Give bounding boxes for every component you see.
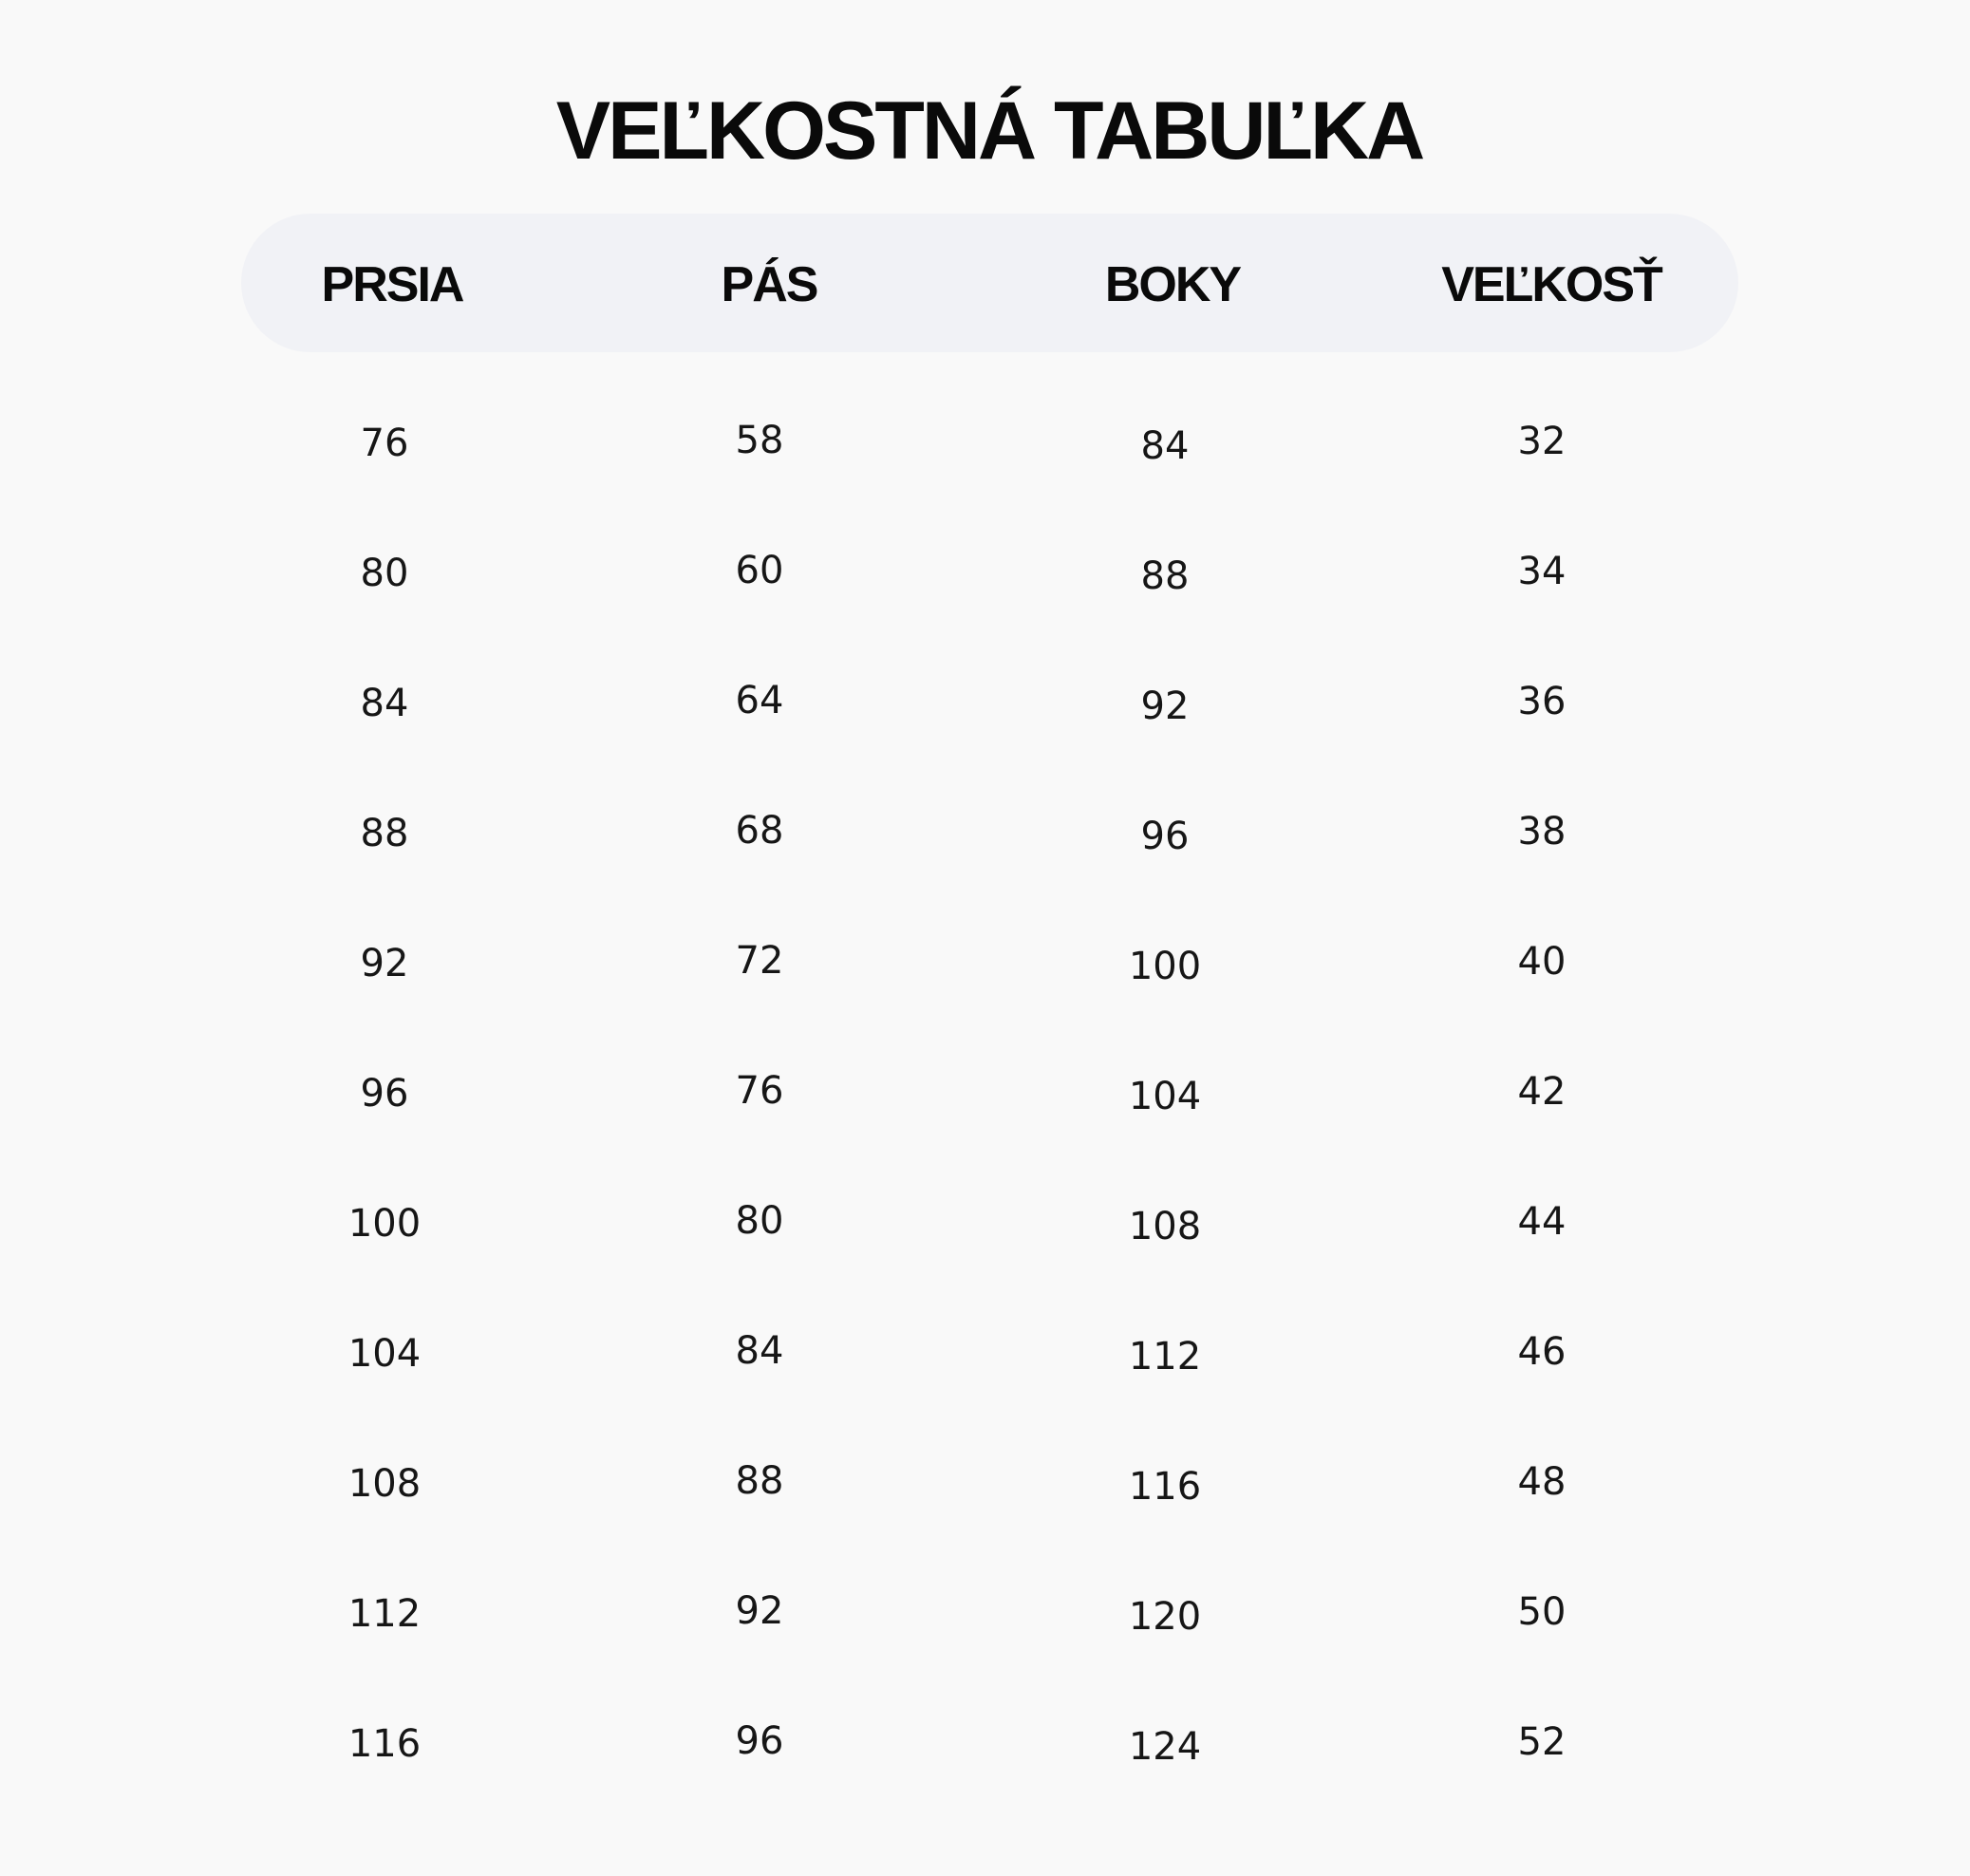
table-cell-velkost: 40	[1517, 940, 1567, 984]
table-cell-prsia: 116	[347, 1722, 422, 1766]
table-cell-pas: 92	[735, 1589, 784, 1633]
table-cell-pas: 58	[735, 419, 784, 462]
table-cell-velkost: 42	[1517, 1070, 1567, 1114]
table-cell-prsia: 84	[360, 682, 409, 725]
table-cell-velkost: 52	[1517, 1720, 1567, 1764]
table-cell-boky: 108	[1128, 1205, 1202, 1248]
table-cell-velkost: 36	[1517, 680, 1567, 723]
table-cell-pas: 84	[735, 1329, 784, 1373]
table-cell-pas: 80	[735, 1199, 784, 1243]
table-cell-prsia: 88	[360, 812, 409, 855]
table-cell-pas: 88	[735, 1459, 784, 1503]
table-cell-boky: 92	[1140, 685, 1190, 728]
column-header-boky: BOKY	[1104, 257, 1241, 312]
table-cell-velkost: 34	[1517, 550, 1567, 593]
table-cell-prsia: 96	[360, 1072, 409, 1116]
table-cell-boky: 88	[1140, 554, 1190, 598]
table-cell-velkost: 48	[1517, 1460, 1567, 1504]
table-cell-velkost: 46	[1517, 1330, 1567, 1374]
table-cell-boky: 120	[1128, 1595, 1202, 1639]
table-cell-boky: 112	[1128, 1335, 1202, 1379]
table-cell-boky: 104	[1128, 1075, 1202, 1118]
table-cell-pas: 96	[735, 1719, 784, 1763]
table-cell-boky: 84	[1140, 424, 1190, 468]
table-cell-velkost: 44	[1517, 1200, 1567, 1244]
table-cell-pas: 72	[735, 939, 784, 983]
table-cell-prsia: 100	[347, 1202, 422, 1246]
table-cell-velkost: 38	[1517, 810, 1567, 854]
table-cell-pas: 60	[735, 549, 784, 592]
table-cell-boky: 116	[1128, 1465, 1202, 1509]
table-cell-prsia: 104	[347, 1332, 422, 1376]
column-header-pas: PÁS	[721, 257, 817, 312]
table-cell-pas: 68	[735, 809, 784, 853]
table-cell-velkost: 50	[1517, 1590, 1567, 1634]
table-cell-prsia: 92	[360, 942, 409, 985]
table-cell-prsia: 112	[347, 1592, 422, 1636]
table-cell-boky: 96	[1140, 815, 1190, 858]
table-cell-prsia: 80	[360, 552, 409, 595]
column-header-velkost: VEĽKOSŤ	[1441, 257, 1661, 312]
table-cell-pas: 64	[735, 679, 784, 722]
table-cell-pas: 76	[735, 1069, 784, 1113]
table-cell-prsia: 76	[360, 422, 409, 465]
table-cell-boky: 100	[1128, 945, 1202, 988]
table-cell-velkost: 32	[1517, 420, 1567, 463]
table-cell-prsia: 108	[347, 1462, 422, 1506]
table-cell-boky: 124	[1128, 1725, 1202, 1769]
column-header-prsia: PRSIA	[321, 257, 463, 312]
page-title: VEĽKOSTNÁ TABUĽKA	[555, 85, 1423, 177]
